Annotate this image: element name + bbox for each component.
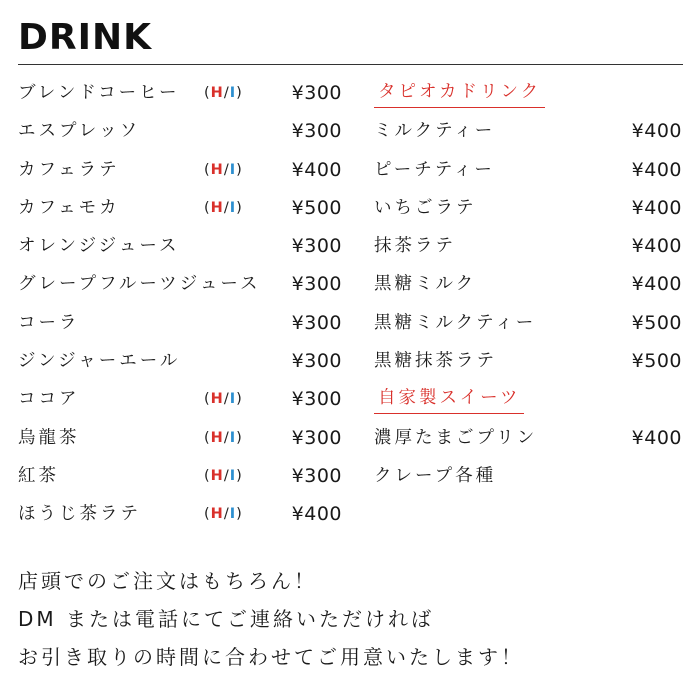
item-price: ¥400 — [291, 503, 342, 526]
item-price: ¥400 — [291, 158, 342, 181]
ice-label: I — [229, 199, 237, 216]
item-price: ¥300 — [291, 426, 342, 449]
paren-open: ( — [204, 429, 211, 446]
menu-item — [374, 419, 686, 457]
item-name: オレンジジュース — [18, 236, 180, 257]
hot-ice-badge — [204, 419, 243, 457]
section-heading-label: タピオカドリンク — [374, 77, 545, 108]
paren-open: ( — [204, 161, 211, 178]
menu-item — [374, 112, 686, 150]
item-name: 抹茶ラテ — [374, 236, 456, 257]
menu-item — [18, 189, 348, 227]
menu-item — [374, 304, 686, 342]
item-name: ブレンドコーヒー — [18, 83, 180, 103]
item-price: ¥300 — [291, 311, 342, 334]
section-heading — [374, 380, 686, 418]
ice-label: I — [229, 506, 237, 523]
item-name: ミルクティー — [374, 121, 496, 142]
item-name: ピーチティー — [374, 159, 495, 180]
menu-item — [18, 74, 348, 112]
menu-item — [18, 457, 348, 495]
item-name: カフェラテ — [18, 159, 120, 180]
item-name: 黒糖ミルク — [374, 274, 477, 295]
paren-close: ) — [236, 467, 243, 484]
hot-label: H — [210, 429, 224, 446]
item-price: ¥400 — [631, 158, 682, 181]
footer-line: お引き取りの時間に合わせてご用意いたします！ — [18, 645, 524, 669]
hot-label: H — [210, 85, 224, 101]
hot-ice-badge — [204, 151, 243, 189]
item-name: 濃厚たまごプリン — [374, 427, 538, 448]
paren-close: ) — [236, 199, 243, 216]
drink-list — [18, 74, 348, 534]
menu-item — [18, 380, 348, 418]
item-price: ¥300 — [291, 273, 342, 296]
paren-open: ( — [204, 199, 211, 216]
menu-item — [374, 189, 686, 227]
slash: / — [223, 391, 230, 408]
item-name: ほうじ茶ラテ — [18, 504, 141, 525]
ice-label: I — [229, 85, 237, 101]
item-name: カフェモカ — [18, 197, 120, 218]
item-name: 烏龍茶 — [18, 427, 80, 448]
menu-title: DRINK — [18, 17, 153, 58]
menu-item — [18, 342, 348, 380]
menu-item — [374, 457, 686, 495]
menu-item — [18, 265, 348, 303]
paren-open: ( — [204, 391, 211, 408]
item-price: ¥400 — [631, 120, 682, 143]
item-name: エスプレッソ — [18, 121, 141, 142]
hot-ice-badge — [204, 380, 243, 418]
section-heading-label: 自家製スイーツ — [374, 383, 524, 414]
paren-close: ) — [236, 85, 243, 101]
paren-open: ( — [204, 85, 211, 101]
hot-ice-badge — [204, 74, 243, 112]
slash: / — [223, 429, 230, 446]
item-name: クレープ各種 — [374, 465, 497, 486]
item-price: ¥300 — [291, 82, 342, 104]
hot-label: H — [210, 391, 224, 408]
paren-open: ( — [204, 467, 211, 484]
paren-close: ) — [236, 161, 243, 178]
hot-ice-badge — [204, 189, 243, 227]
paren-close: ) — [236, 429, 243, 446]
section-heading — [374, 74, 686, 112]
item-price: ¥500 — [631, 350, 682, 373]
menu-item — [374, 151, 686, 189]
menu-item — [374, 265, 686, 303]
paren-close: ) — [236, 506, 243, 523]
item-price: ¥400 — [631, 196, 682, 219]
item-name: 黒糖抹茶ラテ — [374, 351, 497, 372]
menu-item — [18, 151, 348, 189]
hot-label: H — [210, 506, 224, 523]
item-price: ¥400 — [631, 426, 682, 449]
item-price: ¥300 — [291, 388, 342, 411]
item-name: ジンジャーエール — [18, 351, 181, 372]
menu-item — [18, 227, 348, 265]
footer-line: DM または電話にてご連絡いただければ — [18, 607, 435, 631]
item-price: ¥500 — [631, 311, 682, 334]
hot-label: H — [210, 161, 224, 178]
hot-label: H — [210, 467, 224, 484]
menu-item — [18, 112, 348, 150]
item-name: グレープフルーツジュース — [18, 274, 261, 295]
menu-item — [18, 304, 348, 342]
item-name: ココア — [18, 389, 80, 410]
footer-line: 店頭でのご注文はもちろん！ — [18, 569, 317, 593]
item-name: 黒糖ミルクティー — [374, 312, 537, 333]
menu-item — [374, 342, 686, 380]
menu-item — [18, 419, 348, 457]
slash: / — [223, 161, 230, 178]
hot-label: H — [210, 199, 224, 216]
item-price: ¥500 — [291, 196, 342, 219]
slash: / — [223, 506, 230, 523]
item-name: 紅茶 — [18, 465, 59, 486]
ice-label: I — [229, 467, 237, 484]
item-price: ¥300 — [291, 235, 342, 258]
item-price: ¥300 — [291, 350, 342, 373]
slash: / — [223, 199, 230, 216]
menu-item — [18, 495, 348, 533]
ice-label: I — [229, 391, 237, 408]
item-name: コーラ — [18, 312, 80, 333]
ice-label: I — [229, 161, 237, 178]
slash: / — [223, 467, 230, 484]
footer-note — [18, 562, 688, 676]
item-price: ¥400 — [631, 235, 682, 258]
ice-label: I — [229, 429, 237, 446]
paren-open: ( — [204, 506, 211, 523]
menu-item — [374, 227, 686, 265]
item-price: ¥300 — [291, 120, 342, 143]
hot-ice-badge — [204, 495, 243, 533]
item-price: ¥300 — [291, 464, 342, 487]
tapioca-sweets-list — [374, 74, 686, 495]
item-name: いちごラテ — [374, 197, 477, 218]
title-divider — [18, 64, 683, 65]
paren-close: ) — [236, 391, 243, 408]
hot-ice-badge — [204, 457, 243, 495]
item-price: ¥400 — [631, 273, 682, 296]
slash: / — [223, 85, 230, 101]
